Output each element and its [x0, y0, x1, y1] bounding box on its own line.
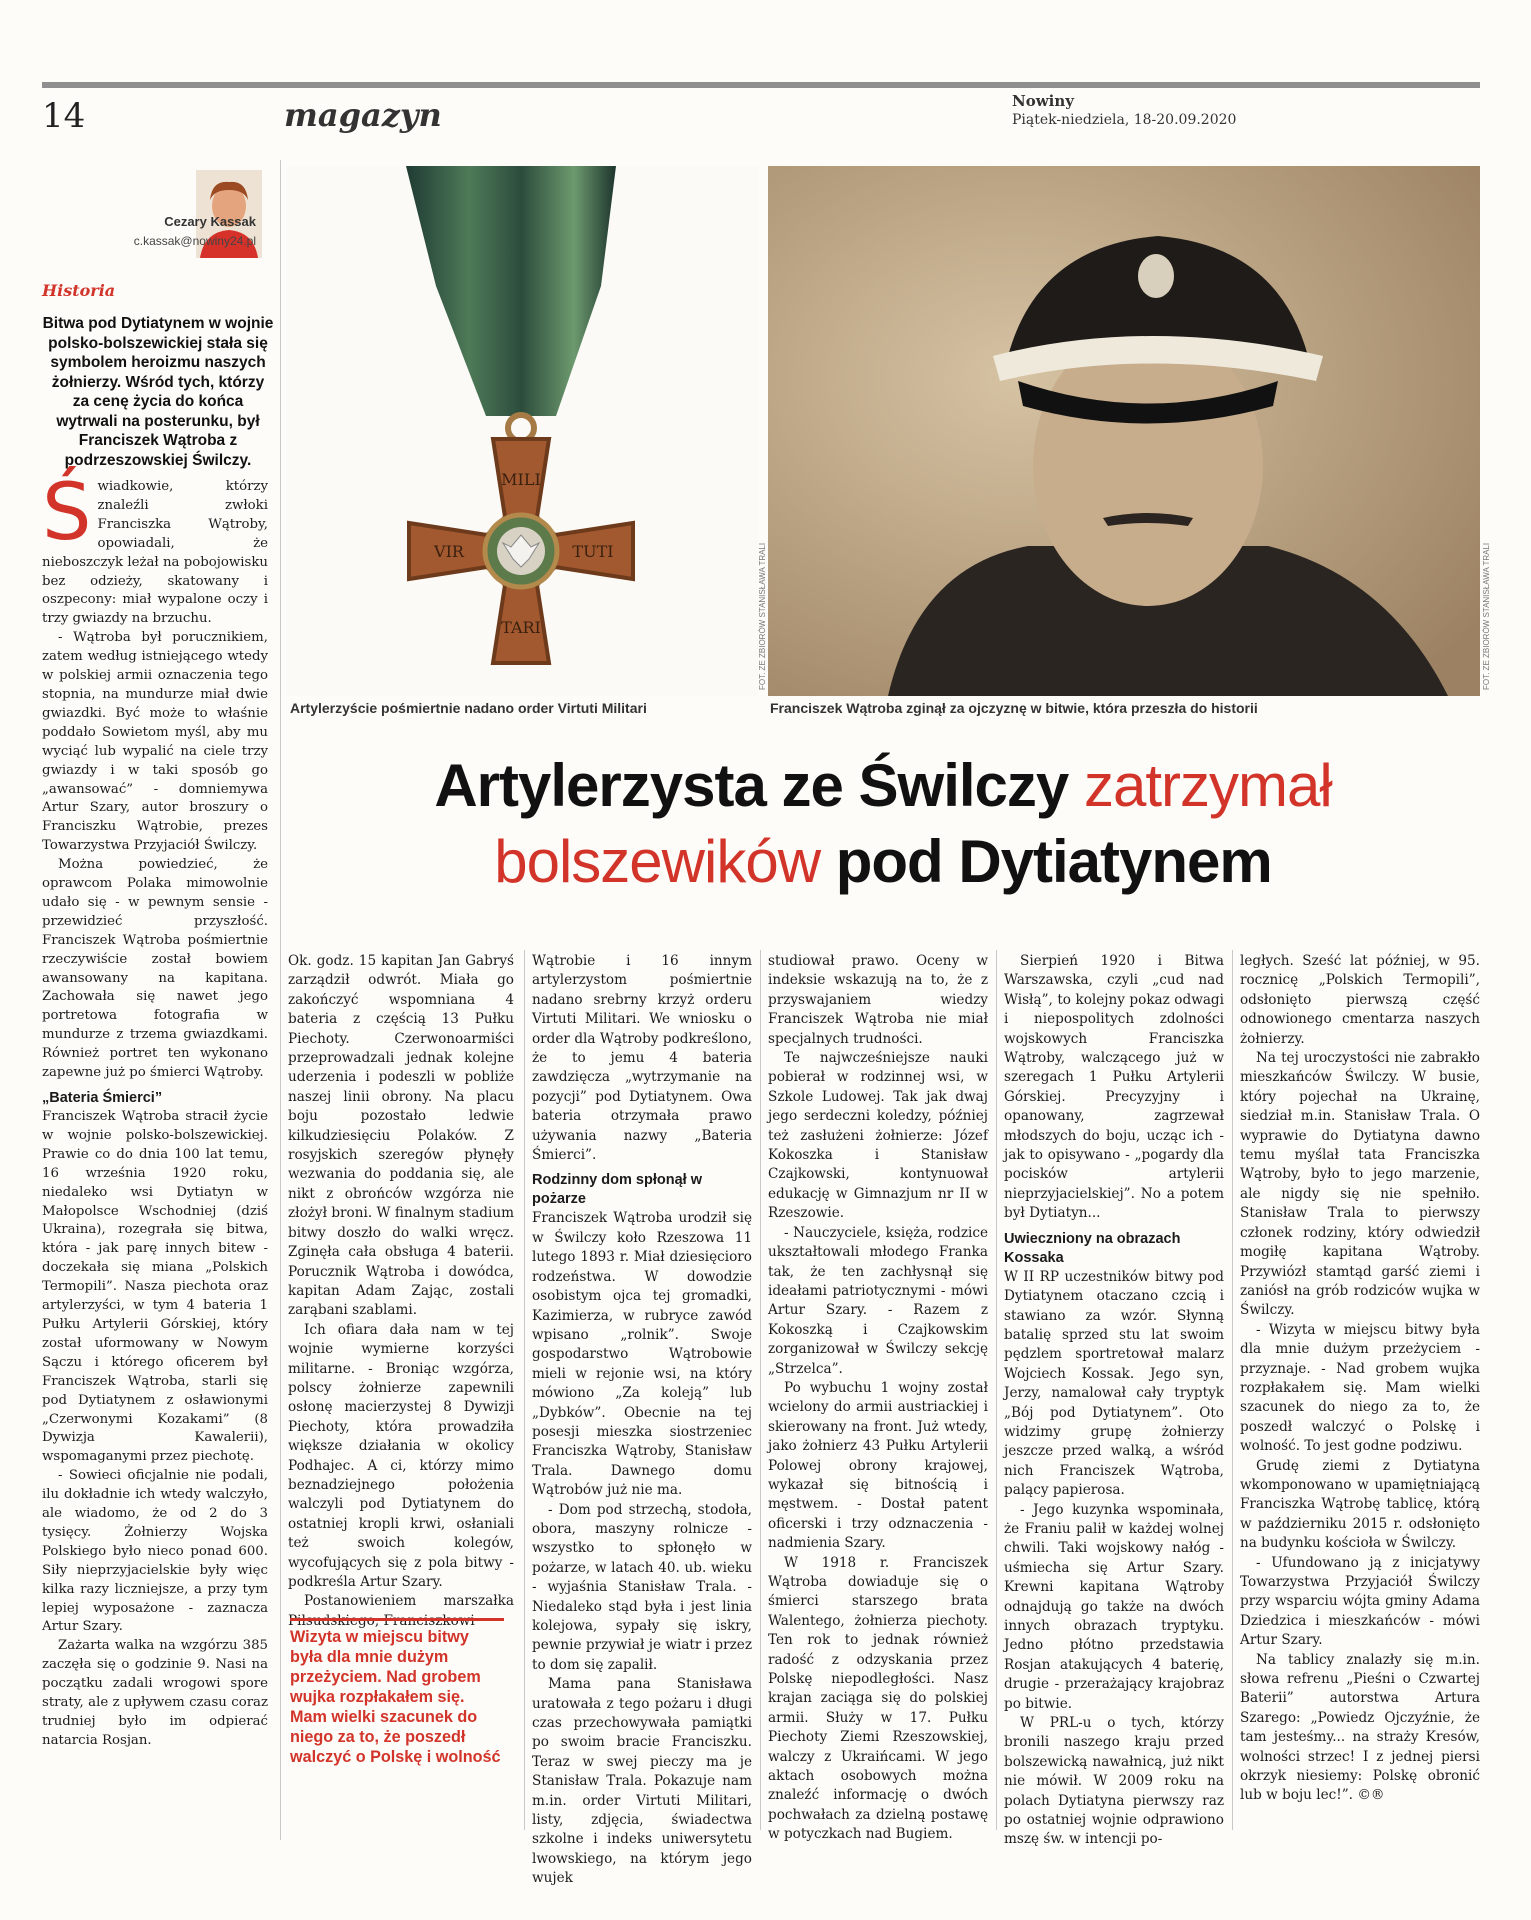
paragraph: W II RP uczestników bitwy pod Dytiatynem otaczano czcią i stawiano za wzór. Słynną batalię sprzed stu lat swoim pędzlem sportretował malarz Wojciech Kossak. Jego syn, Jerzy, namalował cały tryptyk „Bój pod Dytiatynem”. Oto widzimy grupę żołnierzy jeszcze przed walką, a wśród nich Franciszek Wątroba, palący papierosa.: [1004, 1268, 1224, 1499]
column-3: [532, 952, 752, 1889]
drop-cap: Ś: [42, 468, 92, 558]
column-rule: [280, 160, 281, 1840]
paragraph: ległych. Sześć lat później, w 95. rocznicę „Polskich Termopili”, odsłonięto pierwszą część odnowionego cmentarza naszych żołnierzy.: [1240, 953, 1480, 1047]
paragraph: Wątrobie i 16 innym artylerzystom pośmiertnie nadano srebrny krzyż orderu Virtuti Militari. We wniosku o order dla Wątroby podkreślono, że to jemu 4 bateria zawdzięcza „wytrzymanie na pozycji” pod Dytiatynem. Owa bateria otrzymała prawo używania nazwy „Bateria Śmierci”.: [532, 953, 752, 1164]
subheading: Rodzinny dom spłonął w pożarze: [532, 1172, 702, 1208]
headline-part-1: Artylerzysta ze Świlczy: [434, 752, 1084, 819]
column-rule: [524, 950, 525, 1830]
masthead: [1012, 92, 1236, 129]
column-6: [1240, 952, 1480, 1806]
paragraph: Po wybuchu 1 wojny został wcielony do armii austriackiej i skierowany na front. Już wtedy, jako żołnierz 43 Pułku Artylerii Polowej obrony krajowej, wykazał się bitnością i męstwem. - Dostał patent oficerski i trzy odznaczenia - nadmienia Szary.: [768, 1379, 988, 1552]
headline-part-2: zatrzymał: [1083, 752, 1332, 819]
medal-word-right: TUTI: [572, 542, 614, 561]
paragraph: Postanowieniem marszałka Piłsudskiego, Franciszkowi: [288, 1593, 514, 1629]
paragraph: Franciszek Wątroba stracił życie w wojnie polsko-bolszewickiej. Prawie co do dnia 100 lat temu, 16 września 1920 roku, niedaleko wsi Dytiatyn w Małopolsce Wschodniej (dziś Ukraina), rozegrała się bitwa, która - jak parę innych bitew - doczekała się miana „Polskich Termopili”. Nasza piechota oraz artylerzyści, w tym 4 bateria 1 Pułku Artylerii Górskiej, który został uformowany w Nowym Sączu i którego oficerem był Franciszek Wątroba, starli się pod Dytiatynem z osławionymi „Czerwonymi Kozakami” (8 Dywizja Kawalerii), wspomaganymi przez piechotę.: [42, 1109, 268, 1465]
paragraph: Sierpień 1920 i Bitwa Warszawska, czyli „cud nad Wisłą”, to kolejny pokaz odwagi i niepospolitych zdolności wojskowych Franciszka Wątroby, walczącego już w szeregach 1 Pułku Artylerii Górskiej. Precyzyjny i opanowany, zagrzewał młodszych do boju, ucząc ich - jak to opisywano - „pogardy dla pocisków artylerii nieprzyjacielskiej”. No a potem był Dytiatyn...: [1004, 953, 1224, 1222]
paragraph: - Dom pod strzechą, stodoła, obora, maszyny rolnicze - wszystko to spłonęło w pożarze, w latach 40. ub. wieku - wyjaśnia Stanisław Trala. - Niedaleko stąd była i jest linia kolejowa, sypały się iskry, pewnie przywiał je wiatr i przez to dom się zapalił.: [532, 1501, 752, 1673]
paper-name: Nowiny: [1012, 92, 1074, 110]
paragraph: Ok. godz. 15 kapitan Jan Gabryś zarządził odwrót. Miała go zakończyć wspomniana 4 bateria z częścią 13 Pułku Piechoty. Czerwonoarmiści przeprowadzali jednak kolejne uderzenia i podeszli w pobliże naszej linii obrony. Na placu boju pozostało ledwie kilkudziesięciu Polaków. Z rosyjskich szeregów płynęły wezwania do poddania się, ale nikt z obrońców wzgórza nie złożył broni. W finalnym stadium bitwy doszło do walki wręcz. Zginęła cała obsługa 4 baterii. Porucznik Wątroba i dowódca, kapitan Adam Zając, zostali zarąbani szablami.: [288, 953, 514, 1319]
paragraph: - Sowieci oficjalnie nie podali, ilu dokładnie ich wtedy walczyło, ale wiadomo, że od 2 do 3 tysięcy. Żołnierzy Wojska Polskiego było nieco ponad 600. Siły nieprzyjacielskie były więc kilka razy liczniejsze, a przy tym lepiej wyposażone - zaznacza Artur Szary.: [42, 1468, 268, 1635]
medal-caption: Artylerzyście pośmiertnie nadano order Virtuti Militari: [290, 700, 647, 716]
paragraph: - Jego kuzynka wspominała, że Franiu palił w każdej wolnej chwili. Taki wojskowy nałóg - uśmiecha się Artur Szary. Krewni kapitana Wątroby odnajdują go także na dwóch innych obrazach tryptyku. Jedno płótno przedstawia Rosjan atakujących 4 baterię, drugie - przerażający krajobraz po bitwie.: [1004, 1501, 1224, 1712]
paragraph: - Ufundowano ją z inicjatywy Towarzystwa Przyjaciół Świlczy przy wsparciu wójta gminy Adama Dziedzica i mieszkańców - mówi Artur Szary.: [1240, 1554, 1480, 1649]
column-rule: [1232, 950, 1233, 1830]
medal-photo-credit: FOT. ZE ZBIORÓW STANISŁAWA TRALI: [758, 542, 767, 690]
subheading: „Bateria Śmierci”: [42, 1090, 163, 1106]
paragraph: Ich ofiara dała nam w tej wojnie wymierne korzyści militarne. - Broniąc wzgórza, polscy żołnierze zapewnili osłonę macierzystej 8 Dywizji Piechoty, która prowadziła większe działania w okolicy Podhajec. A ci, którzy mimo beznadziejnego położenia walczyli pod Dytiatynem do ostatniej kropli krwi, osłaniali też swoich kolegów, wycofujących się z pola bitwy - podkreśla Artur Szary.: [288, 1321, 514, 1590]
paragraph: wiadkowie, którzy znaleźli zwłoki Franciszka Wątroby, opowiadali, że nieboszczyk leżał na pobojowisku bez odzieży, skatowany i oszpecony: miał wypalone oczy i trzy gwiazdy na brzuchu.: [42, 479, 268, 627]
paragraph: Grudę ziemi z Dytiatyna wkomponowano w upamiętniającą Franciszka Wątrobę tablicę, którą w październiku 2015 r. odsłonięto na budynku kościoła w Świlczy.: [1240, 1457, 1480, 1552]
section-name: magazyn: [284, 96, 442, 134]
article-lead: Bitwa pod Dytiatynem w wojnie polsko-bolszewickiej stała się symbolem heroizmu naszych żołnierzy. Wśród tych, którzy za cenę życia do końca wytrwali na posterunku, był Franciszek Wątroba z podrzeszowskiej Świlczy.: [42, 315, 274, 469]
headline-part-4: pod Dytiatynem: [820, 828, 1272, 895]
medal-word-left: VIR: [434, 542, 464, 561]
paragraph: - Nauczyciele, księża, rodzice ukształtowali młodego Franka tak, że ten zachłysnął się ideałami patriotycznymi - mówi Artur Szary. - Razem z Kokoszką i Czajkowskim zorganizował w Świlczy sekcję „Strzelca”.: [768, 1224, 988, 1377]
portrait-caption: Franciszek Wątroba zginął za ojczyznę w bitwie, która przeszła do historii: [770, 700, 1258, 716]
paragraph: - Wątroba był porucznikiem, zatem według istniejącego wtedy w polskiej armii oznaczenia tego stopnia, na mundurze miał dwie gwiazdki. Być może to właśnie poddało Sowietom myśl, aby mu wyciąć lub wypalić na ciele trzy gwiazdy i w taki sposób go „awansować” - domniemywa Artur Szary, autor broszury o Franciszku Wątrobie, prezes Towarzystwa Przyjaciół Świlczy.: [42, 630, 268, 854]
category-label: Historia: [42, 281, 116, 300]
portrait-photo: [768, 166, 1480, 696]
column-rule: [760, 950, 761, 1830]
paragraph: Na tej uroczystości nie zabrakło mieszkańców Świlczy. W busie, który pojechał na Ukrainę, siedział m.in. Stanisław Trala. O wyprawie do Dytiatyna dawno temu myślał tata Franciszka Wątroby, było to jego marzenie, ale nigdy się nie spełniło. Stanisław Trala to pierwszy członek rodziny, który odwiedził mogiłę kapitana Wątroby. Przywiózł stamtąd garść ziemi i zaniósł na grób rodziców wujka w Świlczy.: [1240, 1050, 1480, 1319]
issue-date: Piątek-niedziela, 18-20.09.2020: [1012, 112, 1237, 128]
header-rule: [42, 82, 1480, 88]
medal-word-bottom: TARI: [501, 618, 541, 637]
author-email[interactable]: c.kassak@nowiny24.pl: [133, 234, 256, 248]
paragraph: W 1918 r. Franciszek Wątroba dowiaduje się o śmierci starszego brata Walentego, żołnierza piechoty. Ten rok to jednak również radość z odzyskania przez Polskę niepodległości. Nasz krajan zaciąga się do polskiej armii. Służy w 17. Pułku Piechoty Ziemi Rzeszowskiej, walczy z Ukraińcami. W jego aktach osobowych można znaleźć informację o dwóch pochwałach za dzielną postawę w potyczkach nad Bugiem.: [768, 1554, 988, 1843]
headline: [286, 748, 1480, 900]
paragraph: Te najwcześniejsze nauki pobierał w rodzinnej wsi, w Szkole Ludowej. Tak jak dwaj jego serdeczni koledzy, później też zasłużeni żołnierze: Józef Kokoszka i Stanisław Czajkowski, kontynuował edukację w Gimnazjum nr II w Rzeszowie.: [768, 1050, 988, 1222]
paragraph: studiował prawo. Oceny w indeksie wskazują na to, że z przyswajaniem wiedzy Franciszek Wątroba nie miał specjalnych trudności.: [768, 953, 988, 1047]
column-rule: [996, 950, 997, 1830]
paragraph: Mama pana Stanisława uratowała z tego pożaru i długi czas przechowywała pamiątki po swoim bracie Franciszku. Teraz w swej pieczy ma je Stanisław Trala. Pokazuje nam m.in. order Virtuti Militari, listy, zdjęcia, świadectwa szkolne i indeks uniwersytetu lwowskiego, na którym jego wujek: [532, 1676, 752, 1887]
paragraph: - Wizyta w miejscu bitwy była dla mnie dużym przeżyciem - przyznaje. - Nad grobem wujka rozpłakałem się. Mam wielki szacunek do niego za to, że poszedł walczyć o Polskę i wolność. To jest godne podziwu.: [1240, 1321, 1480, 1455]
pull-quote: Wizyta w miejscu bitwy była dla mnie dużym przeżyciem. Nad grobem wujka rozpłakałem się. Mam wielki szacunek do niego za to, że poszedł walczyć o Polskę i wolność: [290, 1618, 504, 1767]
column-1: [42, 468, 268, 1751]
column-2: [288, 952, 514, 1631]
page-number: 14: [42, 96, 86, 136]
medal-photo: [286, 166, 758, 696]
author-name: Cezary Kassak: [164, 214, 256, 229]
portrait-photo-credit: FOT. ZE ZBIORÓW STANISŁAWA TRALI: [1482, 542, 1491, 690]
paragraph: W PRL-u o tych, którzy bronili naszego kraju przed bolszewicką nawałnicą, już nikt nie mówił. W 2009 roku na polach Dytiatyna pierwszy raz po ostatniej wojnie odprawiono mszę św. w intencji po-: [1004, 1715, 1224, 1848]
headline-part-3: bolszewików: [494, 828, 821, 895]
paragraph: Można powiedzieć, że oprawcom Polaka mimowolnie udało się - w pewnym sensie - przewidzieć przyszłość. Franciszek Wątroba pośmiertnie rzeczywiście został bowiem awansowany na kapitana. Zachowała się nawet jego portretowa fotografia w mundurze z trzema gwiazdkami. Również portret ten wykonano zapewne już po śmierci Wątroby.: [42, 857, 268, 1081]
column-5: [1004, 952, 1224, 1850]
medal-word-top: MILI: [501, 470, 541, 489]
column-4: [768, 952, 988, 1845]
paragraph: Na tablicy znalazły się m.in. słowa refrenu „Pieśni o Czwartej Baterii” autorstwa Artura Szarego: „Powiedz Ojczyźnie, że tam jesteśmy... na straży Kresów, wolności strzec! I z jednej piersi okrzyk niesiemy: Polskę obronić lub w boju lec!”. ©®: [1240, 1651, 1480, 1804]
subheading: Uwieczniony na obrazach Kossaka: [1004, 1230, 1181, 1266]
paragraph: Zażarta walka na wzgórzu 385 zaczęła się o godzinie 9. Nasi na początku zadali wrogowi spore straty, ale z upływem czasu coraz trudniej było im odpierać natarcia Rosjan.: [42, 1638, 268, 1748]
paragraph: Franciszek Wątroba urodził się w Świlczy koło Rzeszowa 11 lutego 1893 r. Miał dziesięcioro rodzeństwa. W dowodzie osobistym ojca tej gromadki, Kazimierza, w rubryce zawód wpisano „rolnik”. Swoje gospodarstwo Wątrobowie mieli w rejonie wsi, na który mówiono „Za koleją” lub „Dybków”. Obecnie na tej posesji mieszka siostrzeniec Franciszka Wątroby, Stanisław Trala. Dawnego domu Wątrobów już nie ma.: [532, 1210, 752, 1499]
